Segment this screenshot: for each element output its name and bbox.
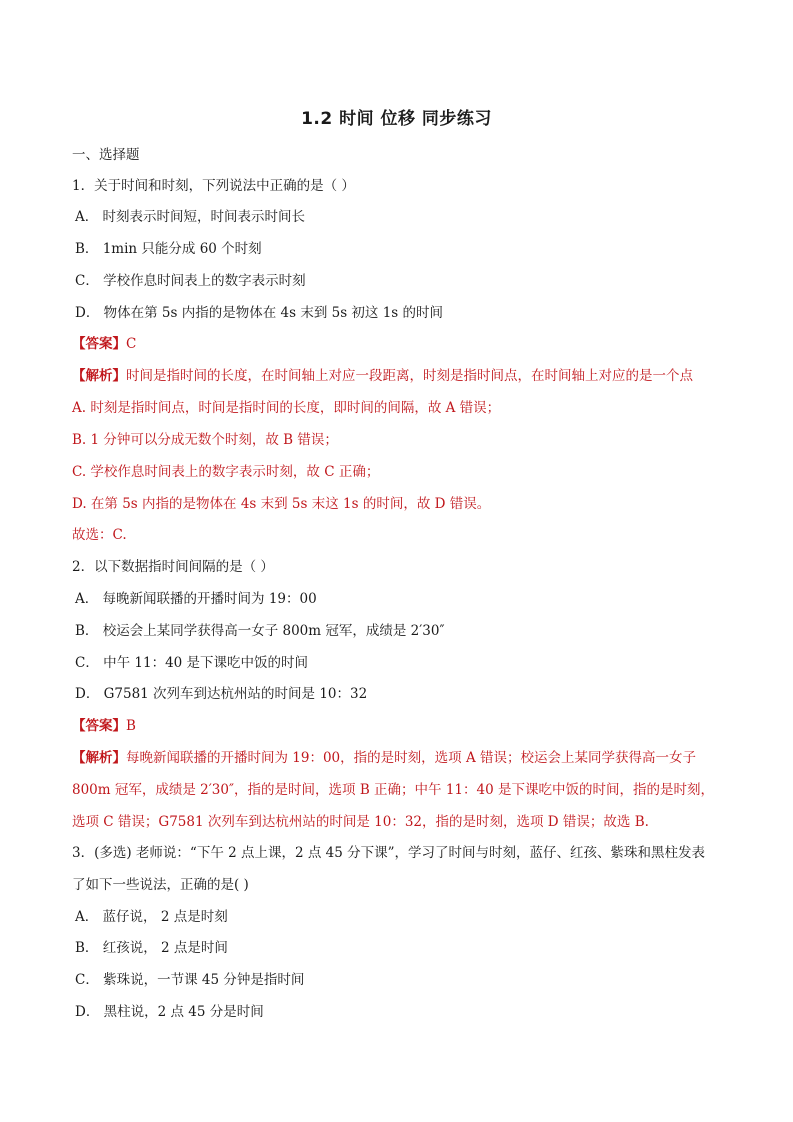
q1-analysis-line-c: C. 学校作息时间表上的数字表示时刻，故 C 正确； xyxy=(72,464,380,480)
q2-analysis xyxy=(72,742,722,838)
q1-analysis-line-b: B. 1 分钟可以分成无数个时刻，故 B 错误； xyxy=(72,432,338,448)
q1-option-a: A． 时刻表示时间短，时间表示时间长 xyxy=(75,209,306,225)
q1-answer xyxy=(72,334,136,354)
q3-option-d: D． 黑柱说，2 点 45 分是时间 xyxy=(75,1004,264,1020)
analysis-tag: 【解析】 xyxy=(72,750,126,766)
q1-option-c: C． 学校作息时间表上的数字表示时刻 xyxy=(75,273,306,289)
q1-analysis-line-d: D. 在第 5s 内指的是物体在 4s 末到 5s 末这 1s 的时间，故 D 错误。 xyxy=(72,496,491,512)
q1-stem: 1．关于时间和时刻，下列说法中正确的是（ ） xyxy=(72,178,355,194)
q3-option-b: B． 红孩说， 2 点是时间 xyxy=(75,940,228,956)
section-heading: 一、选择题 xyxy=(72,147,140,163)
q1-analysis-line-a: A. 时刻是指时间点，时间是指时间的长度，即时间的间隔，故 A 错误； xyxy=(72,400,501,416)
q2-stem: 2．以下数据指时间间隔的是（ ） xyxy=(72,559,274,575)
q3-option-c: C． 紫珠说，一节课 45 分钟是指时间 xyxy=(75,972,305,988)
q1-option-b: B． 1min 只能分成 60 个时刻 xyxy=(75,241,262,257)
answer-tag: 【答案】 xyxy=(72,718,126,734)
q2-option-a: A． 每晚新闻联播的开播时间为 19：00 xyxy=(75,591,317,607)
q2-option-d: D． G7581 次列车到达杭州站的时间是 10：32 xyxy=(75,686,368,702)
analysis-text: 每晚新闻联播的开播时间为 19：00，指的是时刻，选项 A 错误；校运会上某同学获得高一女子 800m 冠军，成绩是 2′30″，指的是时间，选项 B 正确；中午 11：40 是下课吃中饭的时间，指的是时刻，选项 C 错误；G7581 次列车到达杭州站的时间是 10：32，指的是时刻，选项 D 错误；故选 B. xyxy=(72,750,714,830)
q2-option-c: C． 中午 11：40 是下课吃中饭的时间 xyxy=(75,655,309,671)
q3-stem-line-2: 了如下一些说法，正确的是( ) xyxy=(72,877,249,893)
q2-answer xyxy=(72,716,136,736)
analysis-tag: 【解析】 xyxy=(72,368,126,384)
answer-tag: 【答案】 xyxy=(72,336,126,352)
q2-option-b: B． 校运会上某同学获得高一女子 800m 冠军，成绩是 2′30″ xyxy=(75,623,445,639)
analysis-text: 时间是指时间的长度，在时间轴上对应一段距离，时刻是指时间点，在时间轴上对应的是一个点 xyxy=(126,368,693,384)
answer-value: B xyxy=(126,718,136,734)
q1-analysis xyxy=(72,366,693,386)
answer-value: C xyxy=(126,336,137,352)
q1-conclusion: 故选：C. xyxy=(72,527,127,543)
q3-option-a: A． 蓝仔说， 2 点是时刻 xyxy=(75,909,228,925)
q1-option-d: D． 物体在第 5s 内指的是物体在 4s 末到 5s 初这 1s 的时间 xyxy=(75,305,444,321)
q3-stem-line-1: 3．(多选) 老师说：“下午 2 点上课，2 点 45 分下课”，学习了时间与时刻，蓝仔、红孩、紫珠和黑柱发表 xyxy=(72,845,706,861)
page-title: 1.2 时间 位移 同步练习 xyxy=(301,109,492,129)
